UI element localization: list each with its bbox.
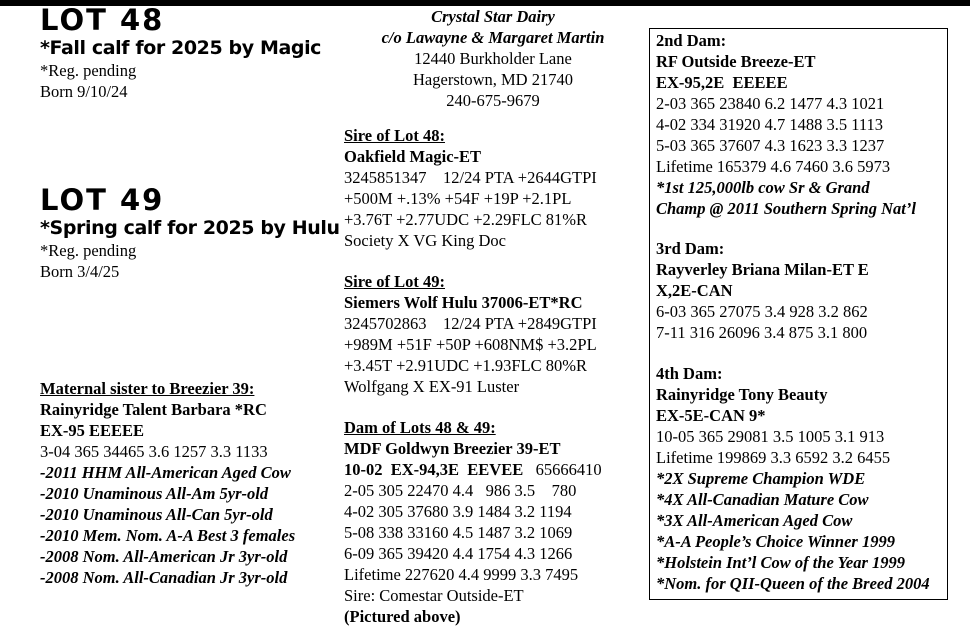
fourth-dam-record: 10-05 365 29081 3.5 1005 3.1 913 — [656, 427, 885, 446]
consignor-phone: 240-675-9679 — [446, 91, 540, 110]
sire-48-line: 3245851347 12/24 PTA +2644GTPI — [344, 168, 597, 187]
lot-48-title: LOT 48 — [40, 3, 165, 37]
maternal-sister-honor: -2008 Nom. All-American Jr 3yr-old — [40, 547, 288, 566]
sire-49-line: Wolfgang X EX-91 Luster — [344, 377, 520, 396]
third-dam-name-cont: X,2E-CAN — [656, 281, 733, 300]
second-dam-lifetime: Lifetime 165379 4.6 7460 3.6 5973 — [656, 157, 891, 176]
third-dam-heading: 3rd Dam: — [656, 239, 725, 258]
lot-49-born: Born 3/4/25 — [40, 262, 120, 281]
lot-49-title: LOT 49 — [40, 183, 165, 217]
sire-48-section — [344, 125, 597, 251]
fourth-dam-lifetime: Lifetime 199869 3.3 6592 3.2 6455 — [656, 448, 891, 467]
consignor-city: Hagerstown, MD 21740 — [413, 70, 573, 89]
sire-48-name: Oakfield Magic-ET — [344, 147, 482, 166]
dam-record: 6-09 365 39420 4.4 1754 4.3 1266 — [344, 544, 573, 563]
maternal-sister-heading: Maternal sister to Breezier 39: — [40, 379, 255, 398]
dam-classification-line — [344, 459, 602, 480]
third-dam-record: 6-03 365 27075 3.4 928 3.2 862 — [656, 302, 868, 321]
sire-49-name: Siemers Wolf Hulu 37006-ET*RC — [344, 293, 583, 312]
sire-48-heading: Sire of Lot 48: — [344, 126, 445, 145]
second-dam-honor: Champ @ 2011 Southern Spring Nat’l — [656, 199, 916, 218]
dam-pictured-note: (Pictured above) — [344, 607, 461, 626]
second-dam-section — [656, 30, 916, 219]
fourth-dam-honor: *A-A People’s Choice Winner 1999 — [656, 532, 895, 551]
dam-classification: 10-02 EX-94,3E EEVEE — [344, 460, 524, 479]
maternal-sister-honor: -2011 HHM All-American Aged Cow — [40, 463, 291, 482]
maternal-sister-honor: -2010 Unaminous All-Can 5yr-old — [40, 505, 273, 524]
third-dam-record: 7-11 316 26096 3.4 875 3.1 800 — [656, 323, 868, 342]
dam-reg-number: 65666410 — [535, 460, 602, 479]
lot-49-section — [40, 184, 340, 282]
fourth-dam-honor: *4X All-Canadian Mature Cow — [656, 490, 869, 509]
third-dam-section — [656, 238, 869, 343]
fourth-dam-name: Rainyridge Tony Beauty — [656, 385, 828, 404]
fourth-dam-section — [656, 363, 930, 594]
sire-48-line: +500M +.13% +54F +19P +2.1PL — [344, 189, 572, 208]
dam-record: 2-05 305 22470 4.4 986 3.5 780 — [344, 481, 577, 500]
maternal-sister-honor: -2008 Nom. All-Canadian Jr 3yr-old — [40, 568, 288, 587]
second-dam-honor: *1st 125,000lb cow Sr & Grand — [656, 178, 870, 197]
fourth-dam-honor: *Nom. for QII-Queen of the Breed 2004 — [656, 574, 930, 593]
lot-48-born: Born 9/10/24 — [40, 82, 128, 101]
lot-48-section — [40, 4, 321, 102]
second-dam-classification: EX-95,2E EEEEE — [656, 73, 788, 92]
maternal-sister-classification: EX-95 EEEEE — [40, 421, 145, 440]
second-dam-record: 5-03 365 37607 4.3 1623 3.3 1237 — [656, 136, 885, 155]
fourth-dam-honor: *2X Supreme Champion WDE — [656, 469, 866, 488]
second-dam-record: 4-02 334 31920 4.7 1488 3.5 1113 — [656, 115, 884, 134]
dam-heading: Dam of Lots 48 & 49: — [344, 418, 496, 437]
maternal-sister-record: 3-04 365 34465 3.6 1257 3.3 1133 — [40, 442, 268, 461]
dam-record: 4-02 305 37680 3.9 1484 3.2 1194 — [344, 502, 572, 521]
second-dam-name: RF Outside Breeze-ET — [656, 52, 816, 71]
dam-section — [344, 417, 602, 627]
sire-49-line: 3245702863 12/24 PTA +2849GTPI — [344, 314, 597, 333]
dam-name: MDF Goldwyn Breezier 39-ET — [344, 439, 561, 458]
second-dam-heading: 2nd Dam: — [656, 31, 727, 50]
lot-49-subtitle: *Spring calf for 2025 by Hulu — [40, 217, 340, 239]
third-dam-name: Rayverley Briana Milan-ET E — [656, 260, 869, 279]
sire-48-line: +3.76T +2.77UDC +2.29FLC 81%R — [344, 210, 588, 229]
second-dam-record: 2-03 365 23840 6.2 1477 4.3 1021 — [656, 94, 885, 113]
sire-49-heading: Sire of Lot 49: — [344, 272, 445, 291]
dam-lifetime: Lifetime 227620 4.4 9999 3.3 7495 — [344, 565, 579, 584]
consignor-street: 12440 Burkholder Lane — [414, 49, 572, 68]
consignor-block — [343, 6, 643, 111]
sire-49-line: +989M +51F +50P +608NM$ +3.2PL — [344, 335, 597, 354]
maternal-sister-honor: -2010 Mem. Nom. A-A Best 3 females — [40, 526, 296, 545]
maternal-sister-section — [40, 378, 295, 588]
fourth-dam-heading: 4th Dam: — [656, 364, 723, 383]
sire-49-line: +3.45T +2.91UDC +1.93FLC 80%R — [344, 356, 588, 375]
sire-49-section — [344, 271, 597, 397]
consignor-care-of: c/o Lawayne & Margaret Martin — [381, 28, 605, 47]
fourth-dam-honor: *Holstein Int’l Cow of the Year 1999 — [656, 553, 906, 572]
consignor-farm: Crystal Star Dairy — [431, 7, 555, 26]
lot-48-reg: *Reg. pending — [40, 61, 137, 80]
maternal-sister-honor: -2010 Unaminous All-Am 5yr-old — [40, 484, 269, 503]
sire-48-line: Society X VG King Doc — [344, 231, 506, 250]
lot-48-subtitle: *Fall calf for 2025 by Magic — [40, 37, 322, 59]
fourth-dam-honor: *3X All-American Aged Cow — [656, 511, 853, 530]
dam-sire: Sire: Comestar Outside-ET — [344, 586, 524, 605]
dam-record: 5-08 338 33160 4.5 1487 3.2 1069 — [344, 523, 573, 542]
maternal-sister-name: Rainyridge Talent Barbara *RC — [40, 400, 267, 419]
fourth-dam-classification: EX-5E-CAN 9* — [656, 406, 766, 425]
lot-49-reg: *Reg. pending — [40, 241, 137, 260]
